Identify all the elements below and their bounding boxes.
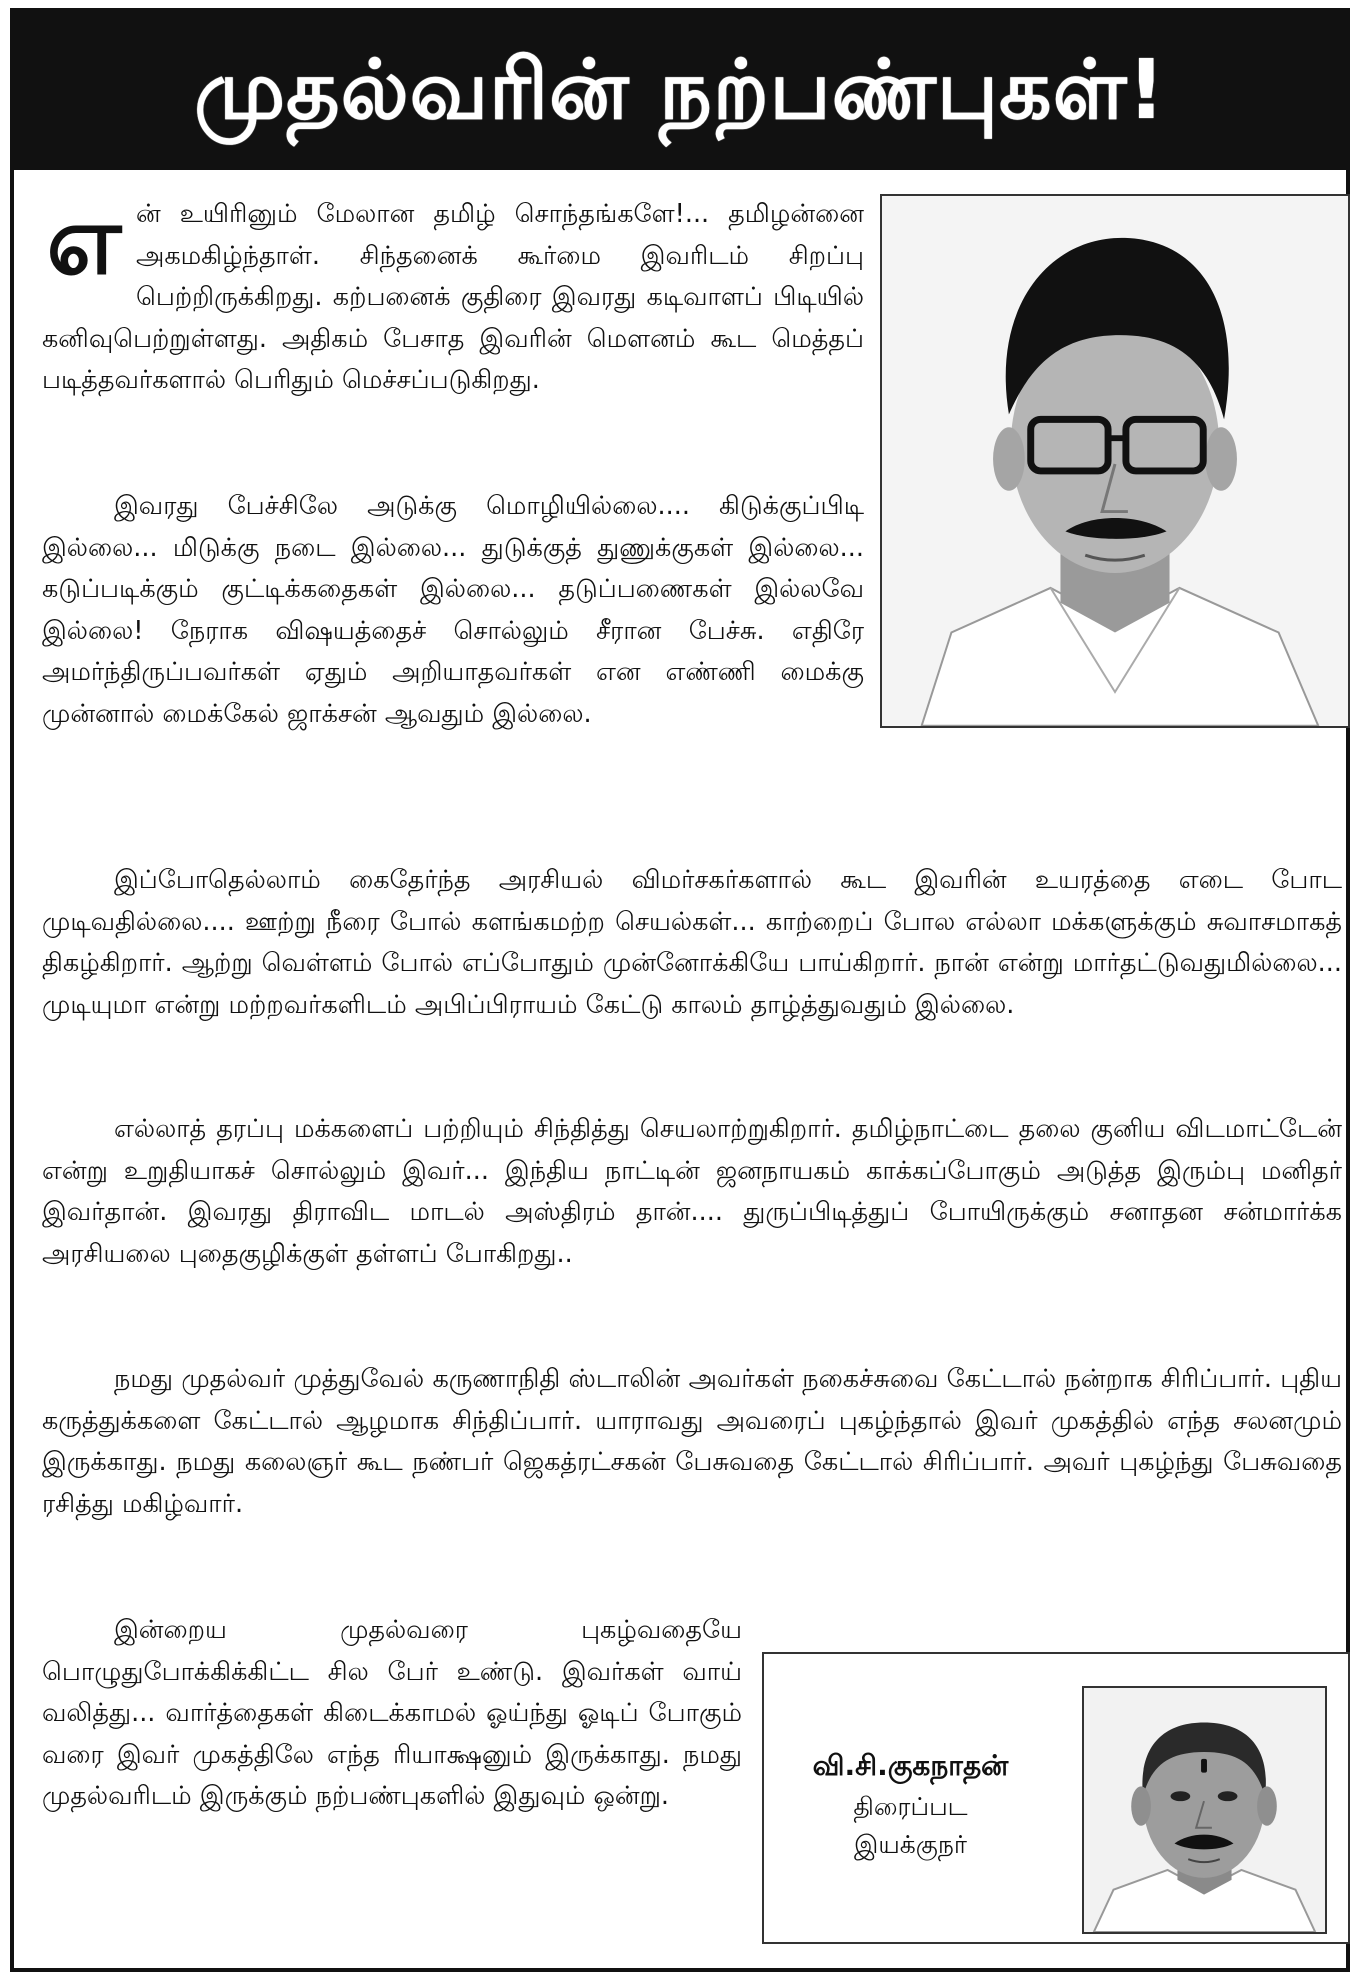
portrait-image bbox=[882, 196, 1348, 726]
article-paragraph-6: இன்றைய முதல்வரை புகழ்வதையே பொழுதுபோக்கிக்கிட்ட சில பேர் உண்டு. இவர்கள் வாய் வலித்து... வார்த்தைகள் கிடைக்காமல் ஓய்ந்து ஓடிப் போகும் வரை இவர் முகத்திலே எந்த ரியாக்ஷனும் இருக்காது. நமது முதல்வரிடம் இருக்கும் நற்பண்புகளில் இதுவும் ஒன்று. bbox=[42, 1615, 742, 1812]
author-photo bbox=[1082, 1686, 1327, 1934]
author-role-line-1: திரைப்பட bbox=[853, 1792, 968, 1821]
author-name: வி.சி.குகநாதன் bbox=[812, 1749, 1009, 1782]
author-role-line-2: இயக்குநர் bbox=[854, 1830, 967, 1859]
article-paragraph-2: இவரது பேச்சிலே அடுக்கு மொழியில்லை.... கிடுக்குப்பிடி இல்லை... மிடுக்கு நடை இல்லை... துடுக்குத் துணுக்குகள் இல்லை... கடுப்படிக்கும் குட்டிக்கதைகள் இல்லை... தடுப்பணைகள் இல்லவே இல்லை! நேராக விஷயத்தைச் சொல்லும் சீரான பேச்சு. எதிரே அமர்ந்திருப்பவர்கள் ஏதும் அறியாதவர்கள் என எண்ணி மைக்கு முன்னால் மைக்கேல் ஜாக்சன் ஆவதும் இல்லை. bbox=[42, 491, 864, 729]
author-byline bbox=[762, 1652, 1350, 1944]
headline: முதல்வரின் நற்பண்புகள்! bbox=[194, 43, 1166, 138]
article-paragraph-5: நமது முதல்வர் முத்துவேல் கருணாநிதி ஸ்டாலின் அவர்கள் நகைச்சுவை கேட்டால் நன்றாக சிரிப்பார். புதிய கருத்துக்களை கேட்டால் ஆழமாக சிந்திப்பார். யாராவது அவரைப் புகழ்ந்தால் இவர் முகத்தில் எந்த சலனமும் இருக்காது. நமது கலைஞர் கூட நண்பர் ஜெகத்ரட்சகன் பேசுவதை கேட்டால் சிரிப்பார். அவர் புகழ்ந்து பேசுவதை ரசித்து மகிழ்வார். bbox=[42, 1364, 1342, 1519]
author-portrait-image bbox=[1084, 1688, 1325, 1932]
byline-text bbox=[778, 1744, 1043, 1864]
article-paragraph-1: என் உயிரினும் மேலான தமிழ் சொந்தங்களே!... தமிழன்னை அகமகிழ்ந்தாள். சிந்தனைக் கூர்மை இவரிடம் சிறப்பு பெற்றிருக்கிறது. கற்பனைக் குதிரை இவரது கடிவாளப் பிடியில் கனிவுபெற்றுள்ளது. அதிகம் பேசாத இவரின் மௌனம் கூட மெத்தப் படித்தவர்களால் பெரிதும் மெச்சப்படுகிறது. bbox=[42, 183, 864, 396]
drop-cap: எ bbox=[46, 183, 122, 296]
chief-minister-photo bbox=[880, 194, 1350, 728]
article-paragraph-4: எல்லாத் தரப்பு மக்களைப் பற்றியும் சிந்தித்து செயலாற்றுகிறார். தமிழ்நாட்டை தலை குனிய விடமாட்டேன் என்று உறுதியாகச் சொல்லும் இவர்... இந்திய நாட்டின் ஜனநாயகம் காக்கப்போகும் அடுத்த இரும்பு மனிதர் இவர்தான். இவரது திராவிட மாடல் அஸ்திரம் தான்.... துருப்பிடித்துப் போயிருக்கும் சனாதன சன்மார்க்க அரசியலை புதைகுழிக்குள் தள்ளப் போகிறது.. bbox=[42, 1114, 1342, 1269]
article-paragraph-3: இப்போதெல்லாம் கைதேர்ந்த அரசியல் விமர்சகர்களால் கூட இவரின் உயரத்தை எடை போட முடிவதில்லை.... ஊற்று நீரை போல் களங்கமற்ற செயல்கள்... காற்றைப் போல எல்லா மக்களுக்கும் சுவாசமாகத் திகழ்கிறார். ஆற்று வெள்ளம் போல் எப்போதும் முன்னோக்கியே பாய்கிறார். நான் என்று மார்தட்டுவதுமில்லை... முடியுமா என்று மற்றவர்களிடம் அபிப்பிராயம் கேட்டு காலம் தாழ்த்துவதும் இல்லை. bbox=[42, 865, 1342, 1020]
article-frame bbox=[10, 8, 1350, 1972]
article-body bbox=[14, 12, 1346, 1968]
